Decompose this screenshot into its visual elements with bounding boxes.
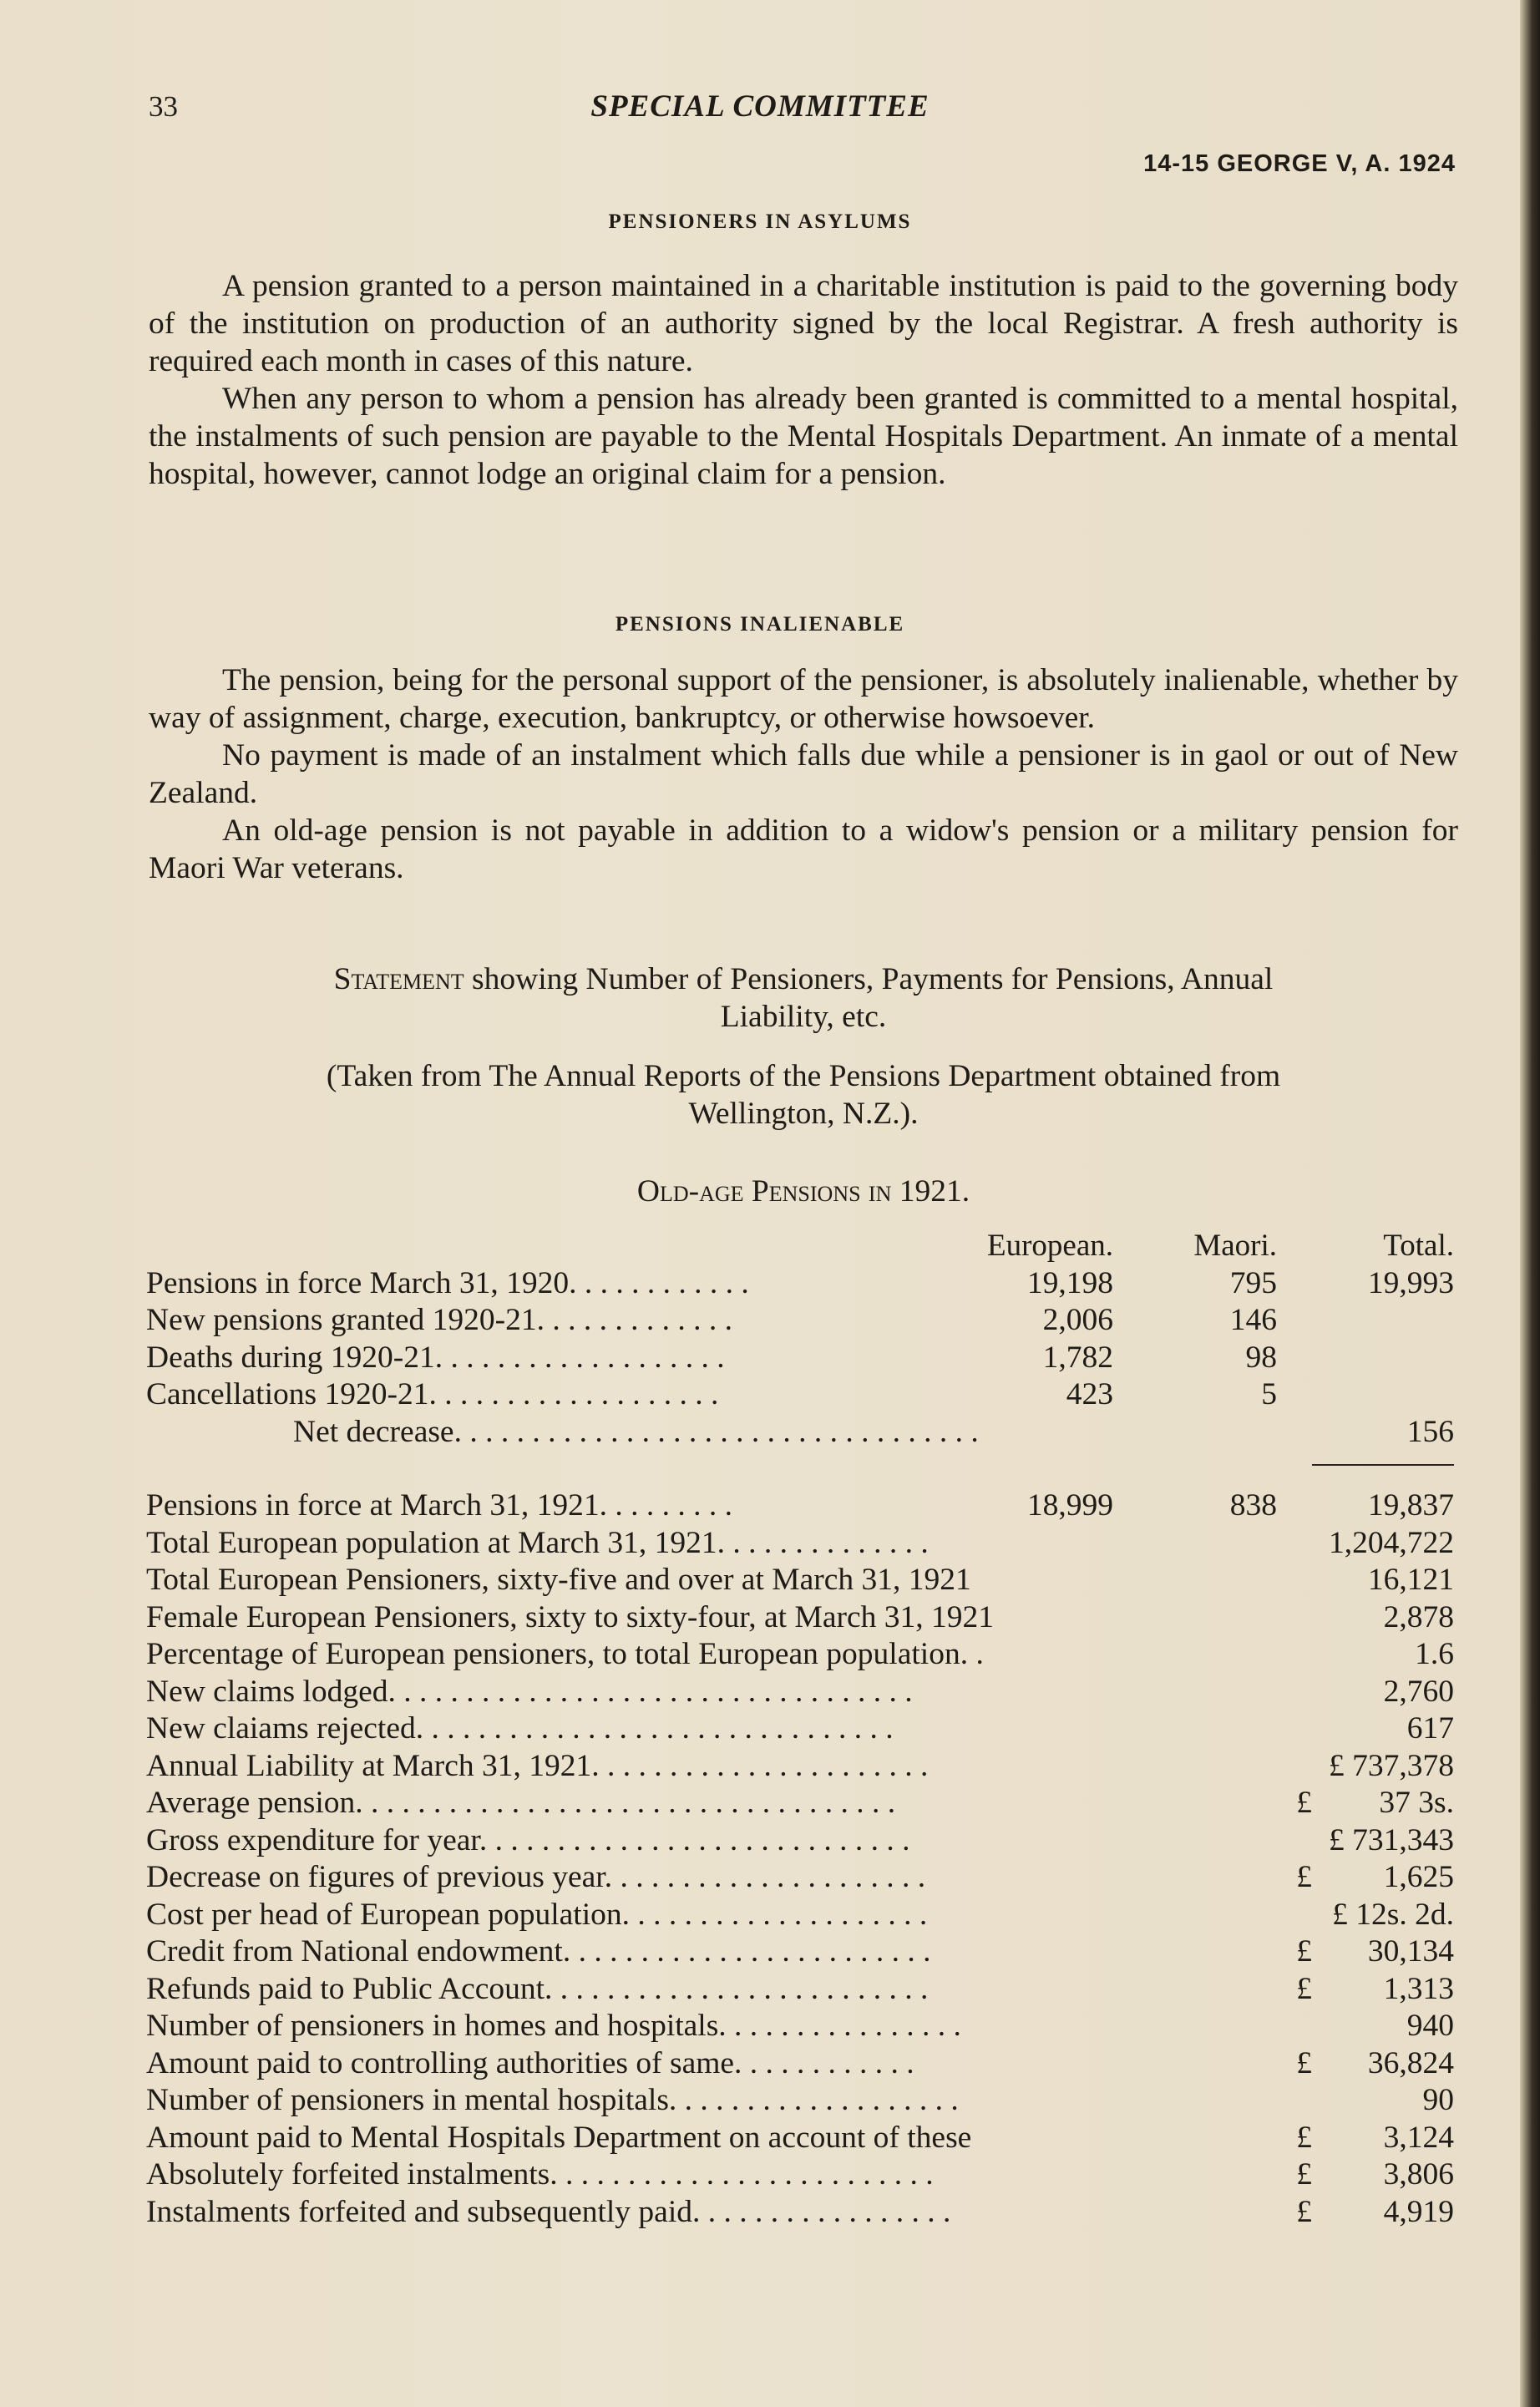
- rule-row: [146, 1451, 1454, 1487]
- row-currency: £: [1296, 2194, 1312, 2229]
- row-total: 3,124: [1383, 2120, 1454, 2155]
- section-heading-asylums: PENSIONERS IN ASYLUMS: [608, 210, 912, 233]
- row-total: 30,134: [1367, 1934, 1454, 1969]
- row-maori: 146: [1229, 1303, 1277, 1337]
- row-label: Cost per head of European population. . . . . . . . . . . . . . . . . . . .: [146, 1897, 928, 1932]
- table-header-row: [146, 1228, 1454, 1265]
- row-total: 1.6: [1415, 1637, 1454, 1671]
- row-currency: £: [1296, 2120, 1312, 2155]
- row-label: Deaths during 1920-21. . . . . . . . . . . . . . . . . . .: [146, 1340, 725, 1375]
- statement-heading: [149, 960, 1458, 1036]
- row-label: Amount paid to controlling authorities of same. . . . . . . . . . . .: [146, 2045, 914, 2080]
- table-row: [146, 1562, 1454, 1599]
- row-total: 1,625: [1383, 1860, 1454, 1894]
- statement-source: [149, 1057, 1458, 1133]
- table-row: [146, 1674, 1454, 1711]
- row-label: Gross expenditure for year. . . . . . . . . . . . . . . . . . . . . . . . . . . .: [146, 1822, 910, 1857]
- row-currency: £: [1296, 1786, 1312, 1820]
- row-label: New pensions granted 1920-21. . . . . . . . . . . . .: [146, 1303, 732, 1337]
- table-row: [146, 1822, 1454, 1860]
- row-total: 940: [1406, 2009, 1454, 2043]
- statement-line1: showing Number of Pensioners, Payments for Pensions, Annual: [472, 962, 1274, 996]
- table-row: [146, 2045, 1454, 2083]
- row-label: Percentage of European pensioners, to total European population. .: [146, 1637, 984, 1671]
- table-title: Old-age Pensions in 1921.: [636, 1174, 970, 1209]
- row-maori: 838: [1229, 1488, 1277, 1523]
- row-total: 1,313: [1383, 1971, 1454, 2006]
- row-total: 4,919: [1383, 2194, 1454, 2229]
- row-label: Amount paid to Mental Hospitals Department on account of these: [146, 2120, 972, 2155]
- table-row: [146, 1748, 1454, 1786]
- row-currency: £: [1296, 2045, 1312, 2080]
- table-row: [146, 1302, 1454, 1340]
- paragraph: No payment is made of an instalment which falls due while a pensioner is in gaol or out of New Zealand.: [149, 738, 1458, 810]
- row-maori: 5: [1261, 1377, 1277, 1411]
- source-line1: (Taken from The Annual Reports of the Pensions Department obtained from: [326, 1059, 1281, 1093]
- table-row: [146, 2120, 1454, 2157]
- table-row: [146, 1340, 1454, 1377]
- row-label: Female European Pensioners, sixty to sixty-four, at March 31, 1921: [146, 1599, 994, 1634]
- table-row: [146, 1785, 1454, 1822]
- net-decrease-row: [146, 1414, 1454, 1452]
- table-row: [146, 2008, 1454, 2045]
- row-total: £ 731,343: [1329, 1822, 1454, 1857]
- asylums-body: [149, 267, 1458, 493]
- row-european: 1,782: [1042, 1340, 1113, 1375]
- row-european: 2,006: [1042, 1303, 1113, 1337]
- row-currency: £: [1296, 2157, 1312, 2192]
- row-label: Cancellations 1920-21. . . . . . . . . . . . . . . . . . .: [146, 1377, 719, 1411]
- row-label: Total European population at March 31, 1921. . . . . . . . . . . . . .: [146, 1525, 929, 1560]
- row-maori: 795: [1229, 1265, 1277, 1300]
- table-row: [146, 1897, 1454, 1934]
- row-label: New claiams rejected. . . . . . . . . . . . . . . . . . . . . . . . . . . . . . .: [146, 1711, 894, 1746]
- row-label: New claims lodged. . . . . . . . . . . . . . . . . . . . . . . . . . . . . . . . . .: [146, 1674, 913, 1709]
- row-label: Total European Pensioners, sixty-five and over at March 31, 1921: [146, 1563, 971, 1597]
- source-line2: Wellington, N.Z.).: [688, 1097, 919, 1131]
- row-total: 156: [1406, 1414, 1454, 1449]
- col-header-total: Total.: [1383, 1229, 1454, 1263]
- row-label: Refunds paid to Public Account. . . . . . . . . . . . . . . . . . . . . . . . .: [146, 1971, 929, 2006]
- paragraph: An old-age pension is not payable in addition to a widow's pension or a military pension for Maori War veterans.: [149, 813, 1458, 885]
- row-currency: £: [1296, 1860, 1312, 1894]
- row-label: Number of pensioners in mental hospitals. . . . . . . . . . . . . . . . . . .: [146, 2083, 959, 2117]
- table-row: [146, 1525, 1454, 1563]
- col-header-maori: Maori.: [1193, 1229, 1277, 1263]
- row-european: 423: [1066, 1377, 1113, 1411]
- table-row: [146, 1933, 1454, 1971]
- table-row: [146, 1710, 1454, 1748]
- row-total: 2,760: [1383, 1674, 1454, 1709]
- row-label: Average pension. . . . . . . . . . . . . . . . . . . . . . . . . . . . . . . . . . .: [146, 1786, 896, 1820]
- table-row: [146, 1376, 1454, 1414]
- row-total: 2,878: [1383, 1599, 1454, 1634]
- inalienable-body: [149, 661, 1458, 887]
- table-row: [146, 1636, 1454, 1674]
- table-row: [146, 2156, 1454, 2194]
- col-header-european: European.: [986, 1229, 1113, 1263]
- row-total: 3,806: [1383, 2157, 1454, 2192]
- paragraph: A pension granted to a person maintained in a charitable institution is paid to the governing body of the institution on production of an authority signed by the local Registrar. A fresh authority is required each month in cases of this nature.: [149, 269, 1458, 378]
- in-force-1921-row: [146, 1487, 1454, 1525]
- row-total: 36,824: [1367, 2045, 1454, 2080]
- row-total: 617: [1406, 1711, 1454, 1746]
- row-label: Net decrease. . . . . . . . . . . . . . . . . . . . . . . . . . . . . . . . . .: [293, 1414, 979, 1449]
- table-row: [146, 1265, 1454, 1303]
- table-row: [146, 2082, 1454, 2120]
- table-row: [146, 1971, 1454, 2009]
- row-total: 16,121: [1367, 1563, 1454, 1597]
- table-row: [146, 1859, 1454, 1897]
- row-maori: 98: [1245, 1340, 1277, 1375]
- row-european: 18,999: [1026, 1488, 1113, 1523]
- page-edge-shadow: [1520, 0, 1540, 2407]
- row-label: Number of pensioners in homes and hospitals. . . . . . . . . . . . . . . .: [146, 2009, 961, 2043]
- paragraph: The pension, being for the personal support of the pensioner, is absolutely inalienable, whether by way of assignment, charge, execution, bankruptcy, or otherwise howsoever.: [149, 663, 1458, 735]
- row-label: Credit from National endowment. . . . . . . . . . . . . . . . . . . . . . . .: [146, 1934, 931, 1969]
- row-label: Annual Liability at March 31, 1921. . . . . . . . . . . . . . . . . . . . . .: [146, 1748, 929, 1783]
- row-total: 19,837: [1367, 1488, 1454, 1523]
- session-label: 14-15 GEORGE V, A. 1924: [1143, 150, 1456, 177]
- statement-lead: Statement: [333, 962, 464, 996]
- row-total: 1,204,722: [1329, 1525, 1454, 1560]
- row-total: 37 3s.: [1379, 1786, 1454, 1820]
- table-row: [146, 2194, 1454, 2232]
- row-total: £ 737,378: [1329, 1748, 1454, 1783]
- row-total: 90: [1422, 2083, 1454, 2117]
- page-number: 33: [149, 90, 178, 123]
- row-total: £ 12s. 2d.: [1332, 1897, 1454, 1932]
- row-label: Pensions in force at March 31, 1921. . . . . . . . .: [146, 1488, 732, 1523]
- running-title: SPECIAL COMMITTEE: [590, 89, 930, 124]
- row-currency: £: [1296, 1971, 1312, 2006]
- paragraph: When any person to whom a pension has already been granted is committed to a mental hospital, the instalments of such pension are payable to the Mental Hospitals Department. An inmate of a mental hospital, however, cannot lodge an original claim for a pension.: [149, 382, 1458, 491]
- table-row: [146, 1599, 1454, 1637]
- row-total: 19,993: [1367, 1265, 1454, 1300]
- row-label: Decrease on figures of previous year. . . . . . . . . . . . . . . . . . . . .: [146, 1860, 926, 1894]
- section-heading-inalienable: PENSIONS INALIENABLE: [615, 613, 905, 636]
- pensions-table: [146, 1228, 1454, 2231]
- sum-rule: [1312, 1464, 1454, 1466]
- statement-line2: Liability, etc.: [720, 1000, 887, 1034]
- row-label: Absolutely forfeited instalments. . . . . . . . . . . . . . . . . . . . . . . . .: [146, 2157, 934, 2192]
- row-label: Instalments forfeited and subsequently paid. . . . . . . . . . . . . . . . .: [146, 2194, 951, 2229]
- row-label: Pensions in force March 31, 1920. . . . . . . . . . . .: [146, 1265, 749, 1300]
- row-currency: £: [1296, 1934, 1312, 1969]
- row-european: 19,198: [1026, 1265, 1113, 1300]
